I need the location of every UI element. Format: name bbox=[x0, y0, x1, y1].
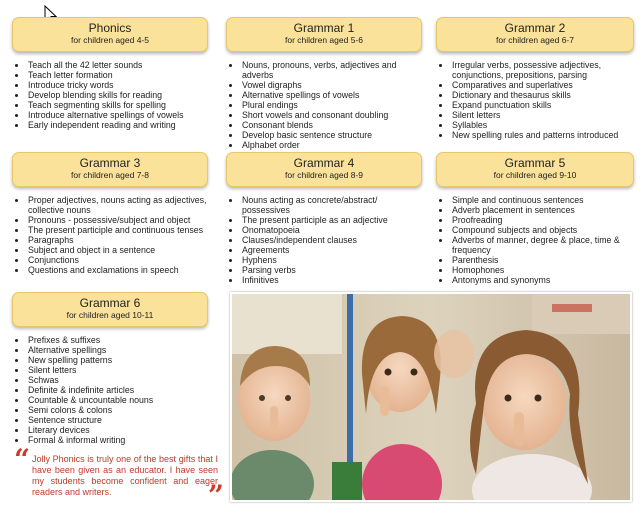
card-title: Grammar 5 bbox=[504, 156, 566, 170]
card-grammar-3 bbox=[12, 152, 208, 275]
card-title: Grammar 1 bbox=[293, 21, 355, 35]
list-item: Teach letter formation bbox=[12, 70, 208, 80]
list-item: Proofreading bbox=[436, 215, 634, 225]
list-item: Literary devices bbox=[12, 425, 208, 435]
card-phonics bbox=[12, 17, 208, 130]
list-item: Onomatopoeia bbox=[226, 225, 422, 235]
list-item: Alternative spellings of vowels bbox=[226, 90, 422, 100]
close-quote-mark: ” bbox=[207, 479, 224, 512]
list-item: Pronouns - possessive/subject and object bbox=[12, 215, 208, 225]
list-item: Introduce alternative spellings of vowels bbox=[12, 110, 208, 120]
list-item: Sentence structure bbox=[12, 415, 208, 425]
list-item: Clauses/independent clauses bbox=[226, 235, 422, 245]
card-grammar-2 bbox=[436, 17, 634, 140]
list-item: New spelling patterns bbox=[12, 355, 208, 365]
open-quote-mark: “ bbox=[14, 443, 31, 476]
card-header bbox=[12, 17, 208, 52]
list-item: Subject and object in a sentence bbox=[12, 245, 208, 255]
card-grammar-5 bbox=[436, 152, 634, 285]
list-item: Conjunctions bbox=[12, 255, 208, 265]
list-item: Agreements bbox=[226, 245, 422, 255]
list-item: Comparatives and superlatives bbox=[436, 80, 634, 90]
list-item: Alternative spellings bbox=[12, 345, 208, 355]
classroom-photo-illustration bbox=[232, 294, 630, 500]
list-item: Short vowels and consonant doubling bbox=[226, 110, 422, 120]
list-item: Adverbs of manner, degree & place, time & frequency bbox=[436, 235, 634, 255]
list-item: Homophones bbox=[436, 265, 634, 275]
list-item: Vowel digraphs bbox=[226, 80, 422, 90]
list-item: Prefixes & suffixes bbox=[12, 335, 208, 345]
testimonial-quote bbox=[14, 443, 224, 512]
list-item: Early independent reading and writing bbox=[12, 120, 208, 130]
list-item: Irregular verbs, possessive adjectives, conjunctions, prepositions, parsing bbox=[436, 60, 634, 80]
list-item: Teach segmenting skills for spelling bbox=[12, 100, 208, 110]
list-item: Antonyms and synonyms bbox=[436, 275, 634, 285]
list-item: Dictionary and thesaurus skills bbox=[436, 90, 634, 100]
card-grammar-1 bbox=[226, 17, 422, 150]
card-title: Grammar 6 bbox=[79, 296, 141, 310]
card-header bbox=[436, 17, 634, 52]
list-item: Introduce tricky words bbox=[12, 80, 208, 90]
list-item: Infinitives bbox=[226, 275, 422, 285]
card-age: for children aged 8-9 bbox=[285, 170, 363, 180]
list-item: Silent letters bbox=[12, 365, 208, 375]
item-list bbox=[12, 60, 208, 130]
card-title: Grammar 3 bbox=[79, 156, 141, 170]
list-item: Schwas bbox=[12, 375, 208, 385]
card-header bbox=[12, 152, 208, 187]
card-header bbox=[226, 152, 422, 187]
item-list bbox=[12, 335, 208, 445]
list-item: Questions and exclamations in speech bbox=[12, 265, 208, 275]
list-item: Alphabet order bbox=[226, 140, 422, 150]
card-age: for children aged 9-10 bbox=[493, 170, 577, 180]
list-item: Countable & uncountable nouns bbox=[12, 395, 208, 405]
card-grammar-4 bbox=[226, 152, 422, 285]
card-title: Grammar 4 bbox=[293, 156, 355, 170]
card-header bbox=[226, 17, 422, 52]
list-item: Hyphens bbox=[226, 255, 422, 265]
card-age: for children aged 4-5 bbox=[71, 35, 149, 45]
card-title: Grammar 2 bbox=[504, 21, 566, 35]
list-item: Definite & indefinite articles bbox=[12, 385, 208, 395]
list-item: Simple and continuous sentences bbox=[436, 195, 634, 205]
classroom-photo bbox=[230, 292, 632, 502]
list-item: Teach all the 42 letter sounds bbox=[12, 60, 208, 70]
card-age: for children aged 5-6 bbox=[285, 35, 363, 45]
list-item: Plural endings bbox=[226, 100, 422, 110]
list-item: Expand punctuation skills bbox=[436, 100, 634, 110]
list-item: Adverb placement in sentences bbox=[436, 205, 634, 215]
list-item: Consonant blends bbox=[226, 120, 422, 130]
card-title: Phonics bbox=[88, 21, 132, 35]
card-header bbox=[12, 292, 208, 327]
list-item: Syllables bbox=[436, 120, 634, 130]
list-item: Paragraphs bbox=[12, 235, 208, 245]
item-list bbox=[436, 60, 634, 140]
list-item: Semi colons & colons bbox=[12, 405, 208, 415]
list-item: Formal & informal writing bbox=[12, 435, 208, 445]
list-item: Parenthesis bbox=[436, 255, 634, 265]
list-item: Compound subjects and objects bbox=[436, 225, 634, 235]
card-age: for children aged 6-7 bbox=[496, 35, 574, 45]
quote-text: Jolly Phonics is truly one of the best gifts that I have been given as an educator. I have seen my students become confident and eager readers and writers. bbox=[32, 454, 218, 497]
item-list bbox=[12, 195, 208, 275]
list-item: Proper adjectives, nouns acting as adjectives, collective nouns bbox=[12, 195, 208, 215]
list-item: Parsing verbs bbox=[226, 265, 422, 275]
item-list bbox=[226, 195, 422, 285]
list-item: The present participle as an adjective bbox=[226, 215, 422, 225]
list-item: Nouns acting as concrete/abstract/ possessives bbox=[226, 195, 422, 215]
list-item: Silent letters bbox=[436, 110, 634, 120]
card-grammar-6 bbox=[12, 292, 208, 445]
list-item: Nouns, pronouns, verbs, adjectives and adverbs bbox=[226, 60, 422, 80]
card-age: for children aged 10-11 bbox=[66, 310, 154, 320]
item-list bbox=[436, 195, 634, 285]
card-header bbox=[436, 152, 634, 187]
item-list bbox=[226, 60, 422, 150]
list-item: The present participle and continuous tenses bbox=[12, 225, 208, 235]
list-item: Develop basic sentence structure bbox=[226, 130, 422, 140]
list-item: New spelling rules and patterns introduced bbox=[436, 130, 634, 140]
list-item: Develop blending skills for reading bbox=[12, 90, 208, 100]
card-age: for children aged 7-8 bbox=[71, 170, 149, 180]
